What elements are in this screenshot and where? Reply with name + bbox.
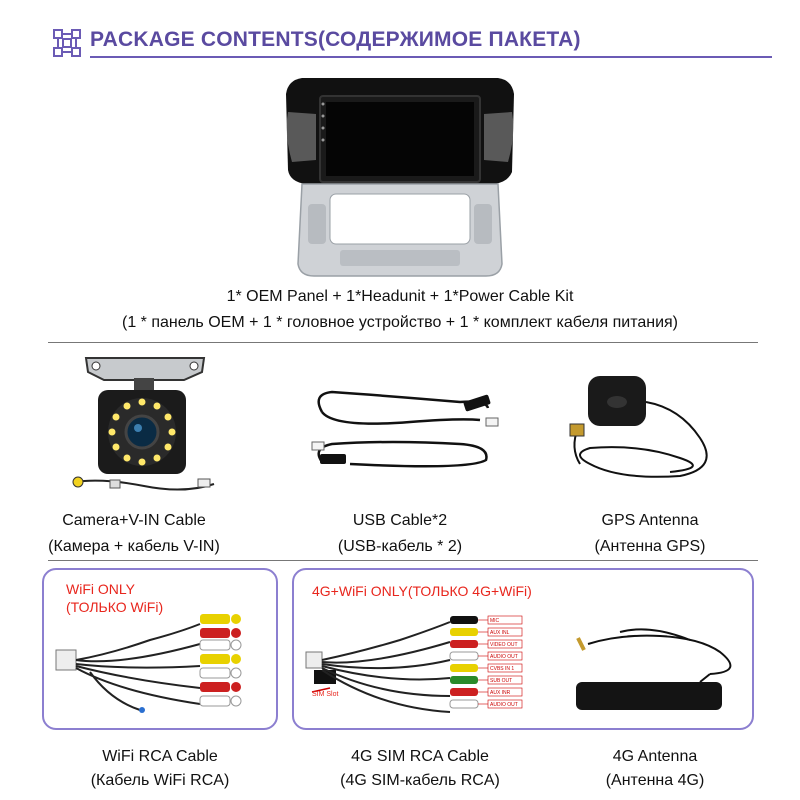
connector-tag-label: AUDIO OUT [490,654,518,660]
4g-sim-rca-caption-en: 4G SIM RCA Cable [351,748,489,765]
wifi-rca-cable-image [50,610,270,720]
grid-icon [52,28,82,58]
4g-antenna-caption-ru: (Антенна 4G) [605,772,705,789]
header [52,26,772,62]
sim-slot-label: SIM Slot [312,691,339,698]
header-rule [90,56,772,58]
page-title: PACKAGE CONTENTS(СОДЕРЖИМОЕ ПАКЕТА) [90,28,581,51]
wifi-only-label-ru: (ТОЛЬКО WiFi) [66,599,164,615]
camera-caption-ru: (Камера + кабель V-IN) [48,538,220,555]
4g-sim-rca-cable-image [300,612,540,722]
connector-tag-label: AUX INL [490,630,510,636]
divider [48,560,758,561]
gps-antenna-image [560,368,730,498]
usb-caption-en: USB Cable*2 [352,512,448,529]
camera-caption-en: Camera+V-IN Cable [62,512,206,529]
connector-tag-label: CVBS IN 1 [490,666,515,672]
connector-tag-label: MIC [490,618,500,624]
gps-caption-ru: (Антенна GPS) [594,538,706,555]
main-item-caption-en: 1* OEM Panel + 1*Headunit + 1*Power Cable Kit [226,288,574,305]
oem-panel-image [280,74,520,286]
gps-caption-en: GPS Antenna [601,512,699,529]
4g-wifi-only-label: 4G+WiFi ONLY(ТОЛЬКО 4G+WiFi) [312,583,532,599]
main-item-caption-ru: (1 * панель OEM + 1 * головное устройство + 1 * комплект кабеля питания) [121,314,678,331]
4g-antenna-image [560,624,750,724]
connector-tag-label: VIDEO OUT [490,642,518,648]
divider [48,342,758,343]
wifi-rca-caption-en: WiFi RCA Cable [102,748,218,765]
4g-sim-rca-caption-ru: (4G SIM-кабель RCA) [340,772,500,789]
camera-image [64,350,224,500]
wifi-rca-caption-ru: (Кабель WiFi RCA) [90,772,230,789]
4g-antenna-caption-en: 4G Antenna [612,748,698,765]
connector-tag-label: SUB OUT [490,678,513,684]
usb-caption-ru: (USB-кабель * 2) [337,538,463,555]
connector-tag-label: AUX INR [490,690,511,696]
connector-tag-label: AUDIO OUT [490,702,518,708]
usb-cable-image [310,378,500,478]
wifi-only-label: WiFi ONLY [66,581,135,597]
